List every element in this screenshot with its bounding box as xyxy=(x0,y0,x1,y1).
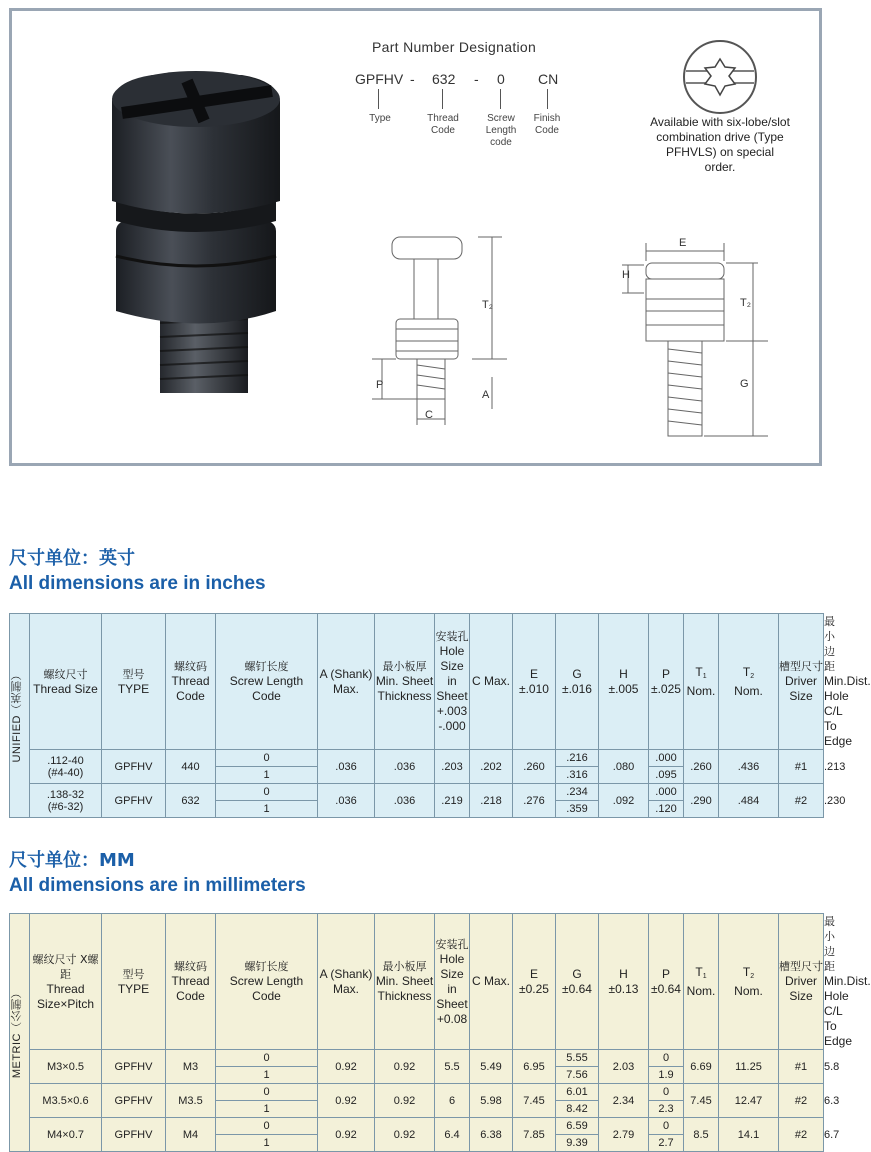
code-dash-1: - xyxy=(410,71,415,87)
installed-drawing xyxy=(362,229,532,429)
header-screw-length: 螺钉长度 Screw Length Code xyxy=(216,914,318,1050)
header-thread-code: 螺纹码 Thread Code xyxy=(166,914,216,1050)
code-dash-2: - xyxy=(474,71,479,87)
header-t2: $T_2$ Nom. xyxy=(719,614,779,750)
mm-title-cn: 尺寸单位：MM xyxy=(9,850,135,871)
header-c: C Max. xyxy=(470,914,513,1050)
code-thread: 632 xyxy=(432,71,456,87)
label-type: Type xyxy=(369,113,391,124)
dim-a: A xyxy=(482,389,490,401)
header-p: P ±.025 xyxy=(649,614,684,750)
table-row: 1 9.39 2.7 xyxy=(10,1135,824,1152)
header-e: E ±0.25 xyxy=(513,914,556,1050)
product-illustration-panel xyxy=(9,8,822,466)
availability-note: Availabie with six-lobe/slot combination drive (Type PFHVLS) on special order. xyxy=(650,115,790,174)
table-row: M3×0.5 GPFHV M3 0 0.92 0.92 5.5 5.49 6.95 5.55 2.03 0 6.69 11.25 #1 5.8 xyxy=(10,1050,824,1067)
header-h: H ±.005 xyxy=(599,614,649,750)
designation-title: Part Number Designation xyxy=(372,39,537,55)
header-driver: 槽型尺寸 Driver Size xyxy=(779,914,824,1050)
screw-side-drawing xyxy=(608,233,768,448)
label-thread-code: Thread Code xyxy=(427,113,459,136)
table-row: M4×0.7 GPFHV M4 0 0.92 0.92 6.4 6.38 7.85 6.59 2.79 0 8.5 14.1 #2 6.7 xyxy=(10,1118,824,1135)
header-min-sheet: 最小板厚 Min. Sheet Thickness xyxy=(375,914,435,1050)
unified-side-label: UNIFIED（英制） xyxy=(10,614,30,818)
dim-g: G xyxy=(740,378,749,390)
header-e: E ±.010 xyxy=(513,614,556,750)
code-length: 0 xyxy=(497,71,505,87)
dim-e: E xyxy=(679,237,687,249)
code-type: GPFHV xyxy=(355,71,404,87)
dim-h: H xyxy=(622,269,630,281)
header-t2: $T_2$ Nom. xyxy=(719,914,779,1050)
screw-photo xyxy=(92,61,282,406)
dim-c: C xyxy=(425,409,433,421)
metric-side-label: METRIC（公制） xyxy=(10,914,30,1152)
dim-t2-left: T₂ xyxy=(482,299,493,311)
header-g: G ±.016 xyxy=(556,614,599,750)
header-hole-size: 安装孔 Hole Size in Sheet +0.08 xyxy=(435,914,470,1050)
header-thread-code: 螺纹码 Thread Code xyxy=(166,614,216,750)
header-g: G ±0.64 xyxy=(556,914,599,1050)
mm-spec-table: METRIC（公制） 螺纹尺寸 X螺距 Thread Size×Pitch 型号 TYPE 螺纹码 Thread Code 螺钉长度 Screw Length Code A (Shank) Max. 最小板厚 Min. Sheet Thickness 安装孔 Hole Size in Sheet +0.08 C Max. E ±0.25 G ±0.64 H ±0.13 P ±0.64 $T_1$ Nom. $T_2$ Nom. 槽型尺寸 Driver Size 最小边距 Min.Dist. Hole C/L To Edge M3×0.5 GPFHV M3 0 0.92 0.92 5.5 5.49 6.95 5.55 2.03 0 6.69 11.25 #1 5.8 1 7.56 1.9 M3.5×0.6 GPFHV M3.5 0 0.92 0.92 6 5.98 7.45 6.01 2.34 0 7.45 12.47 #2 6.3 1 8.42 2.3 M4×0.7 GPFHV M4 0 0.92 0.92 6.4 6.38 7.85 6.59 2.79 0 8.5 14.1 #2 6.7 1 9.39 2.7 xyxy=(9,913,824,1152)
arrow-finish xyxy=(547,89,548,109)
header-h: H ±0.13 xyxy=(599,914,649,1050)
table-row: 1 .316 .095 xyxy=(10,767,824,784)
six-lobe-slot-drive-icon xyxy=(680,37,760,117)
header-c: C Max. xyxy=(470,614,513,750)
header-driver: 槽型尺寸 Driver Size xyxy=(779,614,824,750)
table-row: 1 .359 .120 xyxy=(10,801,824,818)
header-a: A (Shank) Max. xyxy=(318,914,375,1050)
label-finish: Finish Code xyxy=(533,113,561,136)
header-a: A (Shank) Max. xyxy=(318,614,375,750)
inch-title-cn: 尺寸单位：英寸 xyxy=(9,548,135,569)
header-t1: $T_1$ Nom. xyxy=(684,614,719,750)
dim-p: P xyxy=(376,379,384,391)
header-thread-size: 螺纹尺寸 Thread Size xyxy=(30,614,102,750)
header-screw-length: 螺钉长度 Screw Length Code xyxy=(216,614,318,750)
code-finish: CN xyxy=(538,71,559,87)
inch-spec-table: UNIFIED（英制） 螺纹尺寸 Thread Size 型号 TYPE 螺纹码 Thread Code 螺钉长度 Screw Length Code A (Shank) Max. 最小板厚 Min. Sheet Thickness 安装孔 Hole Size in Sheet +.003 -.000 C Max. E ±.010 G ±.016 H ±.005 P ±.025 $T_1$ Nom. $T_2$ Nom. 槽型尺寸 Driver Size 最小边距 Min.Dist. Hole C/L To Edge .112-40 (#4-40) GPFHV 440 0 .036 .036 .203 .202 .260 .216 .080 .000 .260 .436 #1 .213 1 .316 .095 .138-32 (#6-32) GPFHV 632 0 .036 .036 .219 .218 .276 .234 .092 .000 .290 .484 #2 .230 1 .359 .120 xyxy=(9,613,824,818)
arrow-thread xyxy=(442,89,443,109)
table-row: 1 7.56 1.9 xyxy=(10,1067,824,1084)
table-row: .138-32 (#6-32) GPFHV 632 0 .036 .036 .219 .218 .276 .234 .092 .000 .290 .484 #2 .230 xyxy=(10,784,824,801)
table-row: 1 8.42 2.3 xyxy=(10,1101,824,1118)
header-p: P ±0.64 xyxy=(649,914,684,1050)
header-thread-size: 螺纹尺寸 X螺距 Thread Size×Pitch xyxy=(30,914,102,1050)
mm-title-en: All dimensions are in millimeters xyxy=(9,875,306,896)
table-row: .112-40 (#4-40) GPFHV 440 0 .036 .036 .203 .202 .260 .216 .080 .000 .260 .436 #1 .213 xyxy=(10,750,824,767)
header-type: 型号 TYPE xyxy=(102,914,166,1050)
label-screw-length: Screw Length code xyxy=(485,113,517,148)
header-min-sheet: 最小板厚 Min. Sheet Thickness xyxy=(375,614,435,750)
header-t1: $T_1$ Nom. xyxy=(684,914,719,1050)
arrow-length xyxy=(500,89,501,109)
inch-title-en: All dimensions are in inches xyxy=(9,573,266,594)
table-row: M3.5×0.6 GPFHV M3.5 0 0.92 0.92 6 5.98 7.45 6.01 2.34 0 7.45 12.47 #2 6.3 xyxy=(10,1084,824,1101)
dim-t2-right: T₂ xyxy=(740,297,751,309)
header-type: 型号 TYPE xyxy=(102,614,166,750)
arrow-type xyxy=(378,89,379,109)
header-hole-size: 安装孔 Hole Size in Sheet +.003 -.000 xyxy=(435,614,470,750)
